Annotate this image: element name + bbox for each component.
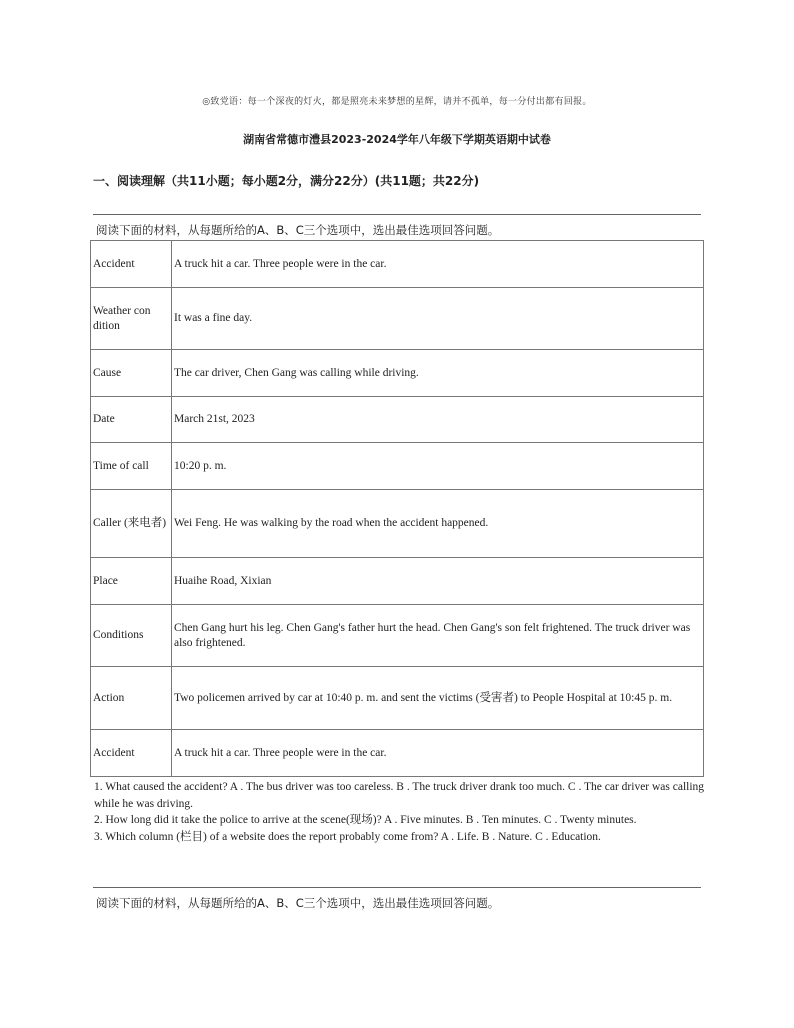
row-value: Two policemen arrived by car at 10:40 p. m. and sent the victims (受害者) to People Hospital at 10:45 p. m. <box>172 667 704 730</box>
row-label: Accident <box>91 241 172 288</box>
table-row <box>91 490 704 558</box>
row-value: March 21st, 2023 <box>172 397 704 443</box>
table-row <box>91 288 704 350</box>
table-row <box>91 730 704 777</box>
row-label: Weather con dition <box>91 288 172 350</box>
row-value: 10:20 p. m. <box>172 443 704 490</box>
row-label: Date <box>91 397 172 443</box>
question-1: 1. What caused the accident? A . The bus driver was too careless. B . The truck driver drank too much. C . The car driver was calling while he was driving. <box>94 781 705 810</box>
document-title: 湖南省常德市澧县2023-2024学年八年级下学期英语期中试卷 <box>243 133 551 146</box>
row-value: It was a fine day. <box>172 288 704 350</box>
motto-line: ◎致党语：每一个深夜的灯火，都是照亮未来梦想的星辉，请并不孤单，每一分付出都有回报。 <box>202 97 592 107</box>
passage2-instruction: 阅读下面的材料，从每题所给的A、B、C三个选项中，选出最佳选项回答问题。 <box>96 896 500 910</box>
row-value: Wei Feng. He was walking by the road when the accident happened. <box>172 490 704 558</box>
divider <box>93 887 701 888</box>
section-heading: 一、阅读理解（共11小题；每小题2分，满分22分）(共11题；共22分) <box>93 174 480 188</box>
row-label: Action <box>91 667 172 730</box>
row-label: Caller (来电者) <box>91 490 172 558</box>
row-value: The car driver, Chen Gang was calling while driving. <box>172 350 704 397</box>
table-row <box>91 605 704 667</box>
divider <box>93 214 701 215</box>
row-value: Chen Gang hurt his leg. Chen Gang's father hurt the head. Chen Gang's son felt frightened. The truck driver was also frightened. <box>172 605 704 667</box>
question-list <box>94 779 706 845</box>
row-label: Conditions <box>91 605 172 667</box>
accident-report-table <box>90 240 704 777</box>
row-label: Cause <box>91 350 172 397</box>
question-2: 2. How long did it take the police to arrive at the scene(现场)? A . Five minutes. B . Ten minutes. C . Twenty minutes. <box>94 814 637 826</box>
passage1-instruction: 阅读下面的材料，从每题所给的A、B、C三个选项中，选出最佳选项回答问题。 <box>96 223 500 237</box>
table-row <box>91 667 704 730</box>
table-row <box>91 241 704 288</box>
table-row <box>91 558 704 605</box>
row-label: Place <box>91 558 172 605</box>
row-label: Accident <box>91 730 172 777</box>
table-row <box>91 443 704 490</box>
question-3: 3. Which column (栏目) of a website does the report probably come from? A . Life. B . Nature. C . Education. <box>94 830 601 843</box>
row-value: Huaihe Road, Xixian <box>172 558 704 605</box>
row-value: A truck hit a car. Three people were in the car. <box>172 730 704 777</box>
row-value: A truck hit a car. Three people were in the car. <box>172 241 704 288</box>
table-row <box>91 397 704 443</box>
row-label: Time of call <box>91 443 172 490</box>
table-row <box>91 350 704 397</box>
